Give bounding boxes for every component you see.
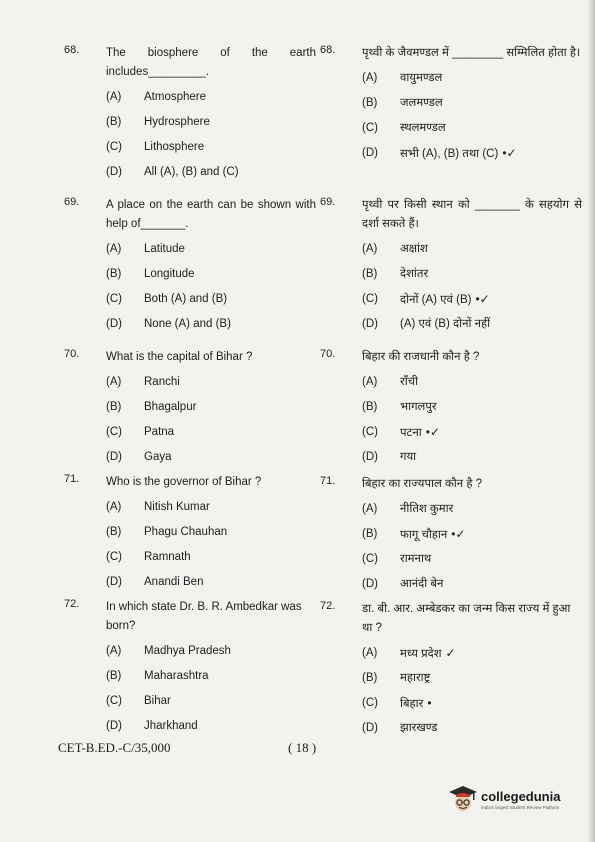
option-text [144, 573, 316, 598]
option-value: Ranchi [144, 376, 180, 388]
option-text [400, 315, 582, 340]
option-value: आनंदी बेन [400, 578, 444, 590]
option-label: (A) [106, 243, 122, 255]
option-item [106, 448, 316, 473]
question-text: Who is the governor of Bihar ? [106, 476, 262, 488]
option-label: (A) [106, 376, 122, 388]
option-text [144, 138, 316, 163]
question-text: A place on the earth can be shown with help of_______. [106, 199, 316, 230]
option-item [362, 119, 582, 144]
options-list [106, 498, 316, 598]
option-label: (B) [362, 401, 378, 413]
question-text: पृथ्वी पर किसी स्थान को _______ के सहयोग से दर्शा सकते हैं। [362, 199, 582, 230]
option-value: Lithosphere [144, 141, 205, 153]
option-item [106, 163, 316, 188]
option-text [144, 163, 316, 188]
option-text [144, 240, 316, 265]
option-label: (B) [362, 672, 378, 684]
answer-tick-mark: • [427, 696, 432, 710]
option-value: महाराष्ट्र [400, 672, 431, 684]
english-column [64, 44, 316, 748]
option-item [362, 265, 582, 290]
option-item [106, 667, 316, 692]
option-text [144, 113, 316, 138]
option-text [400, 694, 582, 719]
option-text [144, 423, 316, 448]
question-hi-69 [320, 196, 582, 348]
logo-tagline: India's largest Student Review Platform [481, 804, 560, 810]
option-value: Maharashtra [144, 670, 209, 682]
option-item [362, 694, 582, 719]
option-item [362, 719, 582, 744]
question-number: 70. [320, 348, 336, 360]
question-hi-70 [320, 348, 582, 475]
question-text: बिहार का राज्यपाल कौन है ? [362, 478, 483, 490]
option-text [144, 642, 316, 667]
option-item [106, 423, 316, 448]
option-value: Bihar [144, 695, 171, 707]
option-label: (D) [106, 451, 122, 463]
option-label: (B) [106, 526, 122, 538]
question-text: बिहार की राजधानी कौन है ? [362, 351, 480, 363]
option-label: (C) [106, 293, 122, 305]
option-value: Anandi Ben [144, 576, 204, 588]
options-list [106, 88, 316, 188]
option-item [362, 644, 582, 669]
option-value: Ramnath [144, 551, 191, 563]
option-text [400, 669, 582, 694]
option-item [362, 550, 582, 575]
question-number: 69. [64, 196, 80, 208]
option-text [400, 550, 582, 575]
option-value: सभी (A), (B) तथा (C) [400, 148, 499, 160]
option-value: Both (A) and (B) [144, 293, 228, 305]
option-item [106, 373, 316, 398]
option-label: (B) [106, 116, 122, 128]
question-number: 68. [64, 44, 80, 56]
question-hi-68 [320, 44, 582, 196]
option-text [400, 94, 582, 119]
option-item [362, 669, 582, 694]
option-text [144, 692, 316, 717]
option-value: Hydrosphere [144, 116, 210, 128]
question-text: The biosphere of the earth includes_________. [106, 47, 316, 78]
hindi-column [320, 44, 582, 750]
option-item [106, 573, 316, 598]
option-value: वायुमण्डल [400, 72, 443, 84]
option-item [106, 138, 316, 163]
option-value: मध्य प्रदेश [400, 648, 442, 660]
answer-tick-mark: •✓ [451, 527, 466, 541]
option-item [362, 94, 582, 119]
option-value: जलमण्डल [400, 97, 443, 109]
option-item [106, 290, 316, 315]
option-label: (A) [362, 243, 378, 255]
option-label: (A) [106, 645, 122, 657]
option-label: (B) [106, 401, 122, 413]
option-text [400, 373, 582, 398]
question-en-70 [64, 348, 316, 473]
option-value: नीतिश कुमार [400, 503, 454, 515]
answer-tick-mark: •✓ [502, 146, 517, 160]
option-item [362, 290, 582, 315]
option-value: Gaya [144, 451, 172, 463]
question-en-68 [64, 44, 316, 196]
option-text [144, 667, 316, 692]
option-value: रामनाथ [400, 553, 432, 565]
option-label: (C) [362, 293, 378, 305]
option-value: देशांतर [400, 268, 429, 280]
option-text [400, 69, 582, 94]
option-item [362, 448, 582, 473]
option-value: Madhya Pradesh [144, 645, 231, 657]
option-item [106, 240, 316, 265]
option-text [400, 448, 582, 473]
option-label: (D) [362, 318, 378, 330]
question-number: 71. [64, 473, 80, 485]
question-text: डा. बी. आर. अम्बेडकर का जन्म किस राज्य में हुआ था ? [362, 603, 571, 634]
option-text [144, 88, 316, 113]
option-label: (B) [362, 268, 378, 280]
option-text [400, 525, 582, 550]
option-item [106, 315, 316, 340]
option-label: (B) [106, 268, 122, 280]
option-label: (C) [362, 122, 378, 134]
option-text [400, 119, 582, 144]
option-item [106, 642, 316, 667]
option-text [144, 265, 316, 290]
option-item [362, 240, 582, 265]
options-list [362, 240, 582, 340]
option-text [400, 719, 582, 744]
question-text: What is the capital of Bihar ? [106, 351, 253, 363]
question-number: 72. [64, 598, 80, 610]
question-hi-72 [320, 600, 582, 750]
option-label: (D) [362, 147, 378, 159]
option-label: (D) [362, 578, 378, 590]
option-label: (C) [106, 551, 122, 563]
option-item [106, 523, 316, 548]
option-text [144, 717, 316, 742]
graduate-cap-icon [447, 783, 479, 815]
option-label: (B) [362, 528, 378, 540]
option-value: स्थलमण्डल [400, 122, 446, 134]
option-label: (B) [362, 97, 378, 109]
answer-tick-mark: ✓ [445, 646, 456, 660]
option-item [106, 717, 316, 742]
option-label: (C) [106, 426, 122, 438]
question-en-71 [64, 473, 316, 598]
question-number: 72. [320, 600, 336, 612]
question-en-72 [64, 598, 316, 748]
option-text [400, 240, 582, 265]
scan-edge [587, 0, 595, 842]
option-label: (C) [106, 695, 122, 707]
option-item [362, 525, 582, 550]
option-text [144, 523, 316, 548]
option-label: (A) [362, 503, 378, 515]
option-value: गया [400, 451, 417, 463]
options-list [106, 240, 316, 340]
option-text [400, 144, 582, 169]
option-value: भागलपुर [400, 401, 437, 413]
option-value: Jharkhand [144, 720, 198, 732]
question-number: 70. [64, 348, 80, 360]
option-label: (D) [106, 720, 122, 732]
option-item [362, 575, 582, 600]
page-number: ( 18 ) [288, 740, 317, 755]
option-label: (D) [362, 451, 378, 463]
options-list [106, 373, 316, 473]
option-item [362, 398, 582, 423]
option-label: (A) [362, 72, 378, 84]
option-value: None (A) and (B) [144, 318, 231, 330]
option-text [144, 290, 316, 315]
option-text [144, 448, 316, 473]
option-value: All (A), (B) and (C) [144, 166, 239, 178]
option-label: (C) [362, 697, 378, 709]
option-text [144, 398, 316, 423]
option-value: Bhagalpur [144, 401, 197, 413]
option-label: (D) [362, 722, 378, 734]
option-item [106, 88, 316, 113]
option-value: Nitish Kumar [144, 501, 210, 513]
option-value: Latitude [144, 243, 185, 255]
options-list [362, 500, 582, 600]
option-item [106, 692, 316, 717]
option-item [362, 69, 582, 94]
option-value: दोनों (A) एवं (B) [400, 294, 472, 306]
option-text [400, 265, 582, 290]
option-text [400, 500, 582, 525]
question-number: 69. [320, 196, 336, 208]
options-list [362, 69, 582, 169]
option-value: Patna [144, 426, 175, 438]
option-item [106, 113, 316, 138]
option-item [106, 548, 316, 573]
option-label: (A) [106, 91, 122, 103]
option-text [144, 315, 316, 340]
option-value: Longitude [144, 268, 195, 280]
answer-tick-mark: •✓ [425, 425, 440, 439]
question-en-69 [64, 196, 316, 348]
option-label: (D) [106, 576, 122, 588]
option-item [362, 423, 582, 448]
question-hi-71 [320, 475, 582, 600]
option-item [362, 144, 582, 169]
option-value: झारखण्ड [400, 722, 438, 734]
option-label: (C) [362, 553, 378, 565]
option-label: (C) [106, 141, 122, 153]
options-list [362, 373, 582, 473]
paper-code: CET-B.ED.-C/35,000 [58, 740, 171, 755]
option-text [400, 423, 582, 448]
question-text: पृथ्वी के जैवमण्डल में ________ सम्मिलित होता है। [362, 47, 581, 59]
option-item [362, 315, 582, 340]
option-value: Phagu Chauhan [144, 526, 228, 538]
logo-name: collegedunia [481, 788, 561, 804]
option-value: पटना [400, 427, 422, 439]
option-text [400, 398, 582, 423]
question-number: 71. [320, 475, 336, 487]
option-text [144, 498, 316, 523]
answer-tick-mark: •✓ [475, 292, 490, 306]
option-label: (A) [362, 376, 378, 388]
option-label: (A) [362, 647, 378, 659]
option-text [144, 548, 316, 573]
collegedunia-logo [447, 779, 577, 819]
option-value: अक्षांश [400, 243, 428, 255]
option-value: बिहार [400, 698, 424, 710]
option-item [106, 265, 316, 290]
option-item [106, 498, 316, 523]
option-label: (B) [106, 670, 122, 682]
option-value: राँची [400, 376, 418, 388]
option-text [400, 290, 582, 315]
options-list [106, 642, 316, 742]
option-value: Atmosphere [144, 91, 207, 103]
option-label: (A) [106, 501, 122, 513]
option-text [400, 644, 582, 669]
options-list [362, 644, 582, 744]
option-text [144, 373, 316, 398]
option-label: (D) [106, 166, 122, 178]
question-text: In which state Dr. B. R. Ambedkar was born? [106, 601, 302, 632]
option-item [362, 373, 582, 398]
option-text [400, 575, 582, 600]
option-value: (A) एवं (B) दोनों नहीं [400, 318, 491, 330]
option-label: (C) [362, 426, 378, 438]
option-label: (D) [106, 318, 122, 330]
question-number: 68. [320, 44, 336, 56]
option-value: फागू चौहान [400, 529, 448, 541]
option-item [362, 500, 582, 525]
option-item [106, 398, 316, 423]
